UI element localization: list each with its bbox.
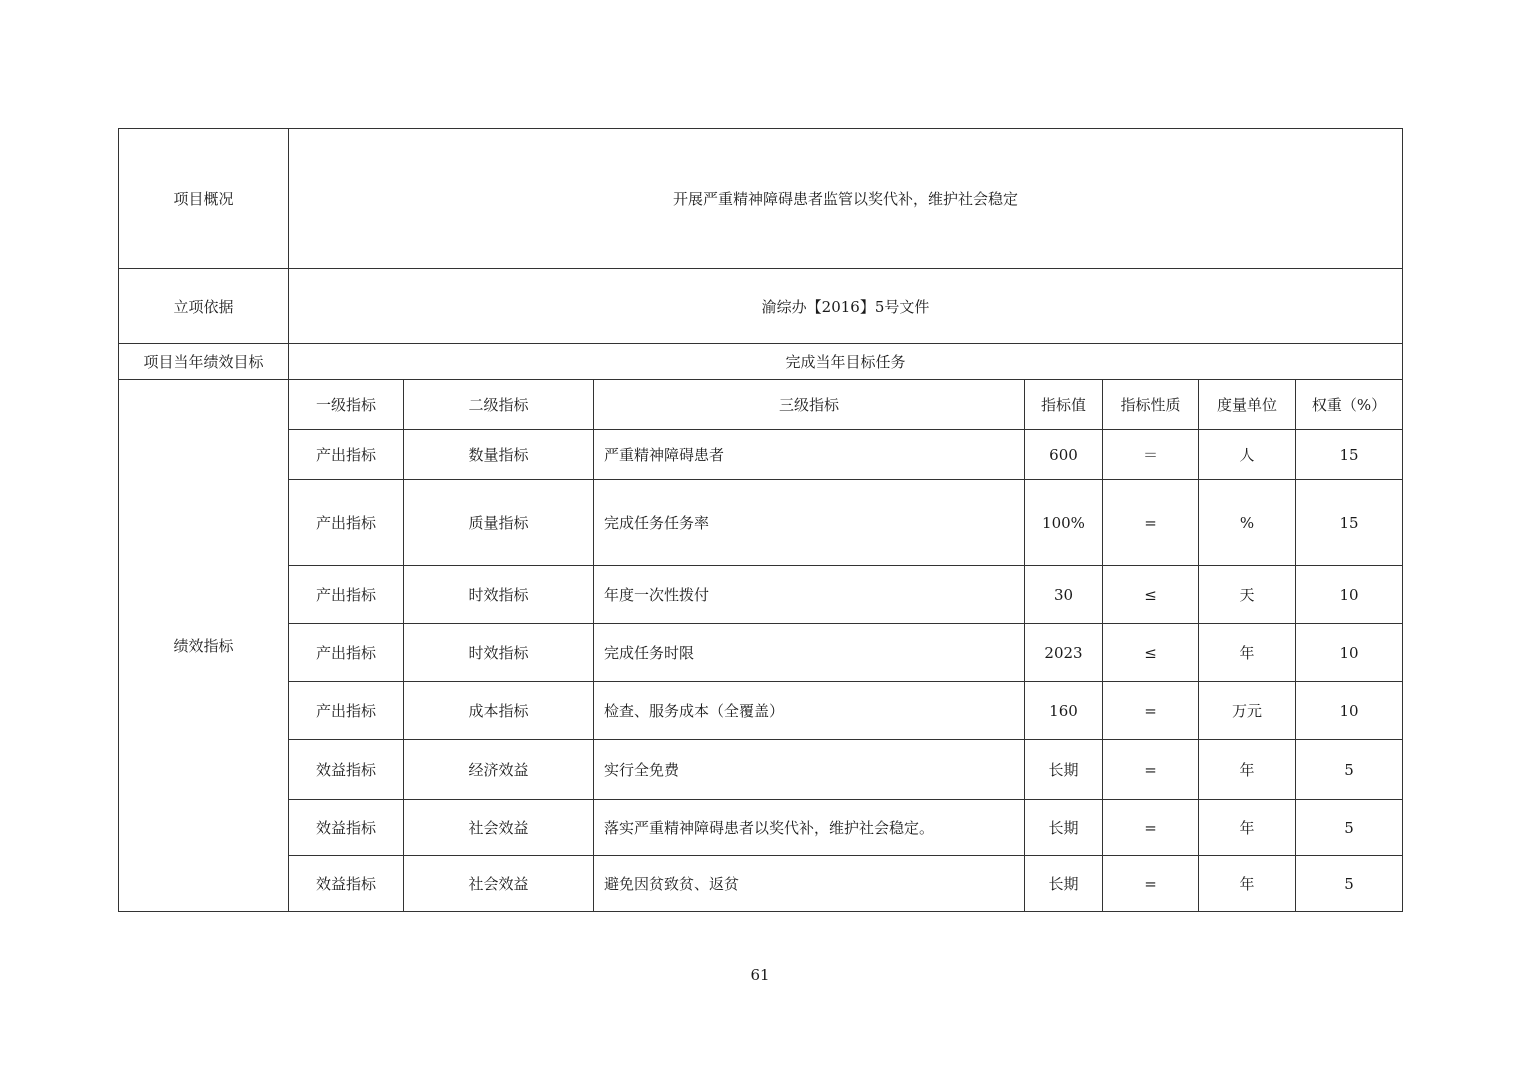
header-level2: 二级指标: [404, 380, 594, 430]
page-number: 61: [750, 966, 770, 984]
indicators-section-label: 绩效指标: [119, 380, 289, 912]
value-cell: 100%: [1025, 480, 1103, 566]
value-cell: 长期: [1025, 856, 1103, 912]
overview-value: 开展严重精神障碍患者监管以奖代补，维护社会稳定: [289, 129, 1403, 269]
table-row: [119, 856, 1403, 912]
value-cell: 2023: [1025, 624, 1103, 682]
weight-cell: 15: [1296, 430, 1403, 480]
level3-cell: 落实严重精神障碍患者以奖代补，维护社会稳定。: [594, 800, 1025, 856]
unit-cell: 天: [1199, 566, 1296, 624]
unit-cell: %: [1199, 480, 1296, 566]
header-weight: 权重（%）: [1296, 380, 1403, 430]
nature-cell: ≤: [1103, 624, 1199, 682]
level1-cell: 产出指标: [289, 480, 404, 566]
value-cell: 长期: [1025, 740, 1103, 800]
unit-cell: 年: [1199, 740, 1296, 800]
unit-cell: 万元: [1199, 682, 1296, 740]
level2-cell: 时效指标: [404, 624, 594, 682]
header-level1: 一级指标: [289, 380, 404, 430]
header-value: 指标值: [1025, 380, 1103, 430]
weight-cell: 5: [1296, 856, 1403, 912]
value-cell: 600: [1025, 430, 1103, 480]
level2-cell: 质量指标: [404, 480, 594, 566]
nature-cell: =: [1103, 480, 1199, 566]
level2-cell: 时效指标: [404, 566, 594, 624]
goal-value: 完成当年目标任务: [289, 344, 1403, 380]
nature-cell: ≤: [1103, 566, 1199, 624]
level2-cell: 社会效益: [404, 856, 594, 912]
header-level3: 三级指标: [594, 380, 1025, 430]
basis-value: 渝综办【2016】5号文件: [289, 269, 1403, 344]
weight-cell: 10: [1296, 566, 1403, 624]
nature-cell: ＝: [1103, 430, 1199, 480]
overview-row: [119, 129, 1403, 269]
level1-cell: 效益指标: [289, 800, 404, 856]
level2-cell: 成本指标: [404, 682, 594, 740]
level2-cell: 经济效益: [404, 740, 594, 800]
overview-label: 项目概况: [119, 129, 289, 269]
basis-label: 立项依据: [119, 269, 289, 344]
table-row: [119, 624, 1403, 682]
level2-cell: 社会效益: [404, 800, 594, 856]
weight-cell: 10: [1296, 624, 1403, 682]
level2-cell: 数量指标: [404, 430, 594, 480]
indicator-header-row: [119, 380, 1403, 430]
weight-cell: 10: [1296, 682, 1403, 740]
unit-cell: 年: [1199, 856, 1296, 912]
header-nature: 指标性质: [1103, 380, 1199, 430]
table-row: [119, 430, 1403, 480]
unit-cell: 年: [1199, 800, 1296, 856]
nature-cell: =: [1103, 740, 1199, 800]
weight-cell: 15: [1296, 480, 1403, 566]
level3-cell: 避免因贫致贫、返贫: [594, 856, 1025, 912]
table-row: [119, 800, 1403, 856]
table-row: [119, 480, 1403, 566]
value-cell: 30: [1025, 566, 1103, 624]
level1-cell: 效益指标: [289, 740, 404, 800]
weight-cell: 5: [1296, 800, 1403, 856]
level3-cell: 检查、服务成本（全覆盖）: [594, 682, 1025, 740]
goal-label: 项目当年绩效目标: [119, 344, 289, 380]
nature-cell: =: [1103, 800, 1199, 856]
level3-cell: 年度一次性拨付: [594, 566, 1025, 624]
table-row: [119, 682, 1403, 740]
level1-cell: 产出指标: [289, 624, 404, 682]
level1-cell: 产出指标: [289, 566, 404, 624]
unit-cell: 人: [1199, 430, 1296, 480]
level3-cell: 严重精神障碍患者: [594, 430, 1025, 480]
header-unit: 度量单位: [1199, 380, 1296, 430]
level3-cell: 完成任务时限: [594, 624, 1025, 682]
level1-cell: 产出指标: [289, 430, 404, 480]
unit-cell: 年: [1199, 624, 1296, 682]
table-row: [119, 566, 1403, 624]
weight-cell: 5: [1296, 740, 1403, 800]
table-row: [119, 740, 1403, 800]
level3-cell: 完成任务任务率: [594, 480, 1025, 566]
value-cell: 160: [1025, 682, 1103, 740]
value-cell: 长期: [1025, 800, 1103, 856]
goal-row: [119, 344, 1403, 380]
level1-cell: 效益指标: [289, 856, 404, 912]
performance-table: [118, 128, 1403, 912]
level1-cell: 产出指标: [289, 682, 404, 740]
nature-cell: =: [1103, 682, 1199, 740]
nature-cell: =: [1103, 856, 1199, 912]
basis-row: [119, 269, 1403, 344]
level3-cell: 实行全免费: [594, 740, 1025, 800]
